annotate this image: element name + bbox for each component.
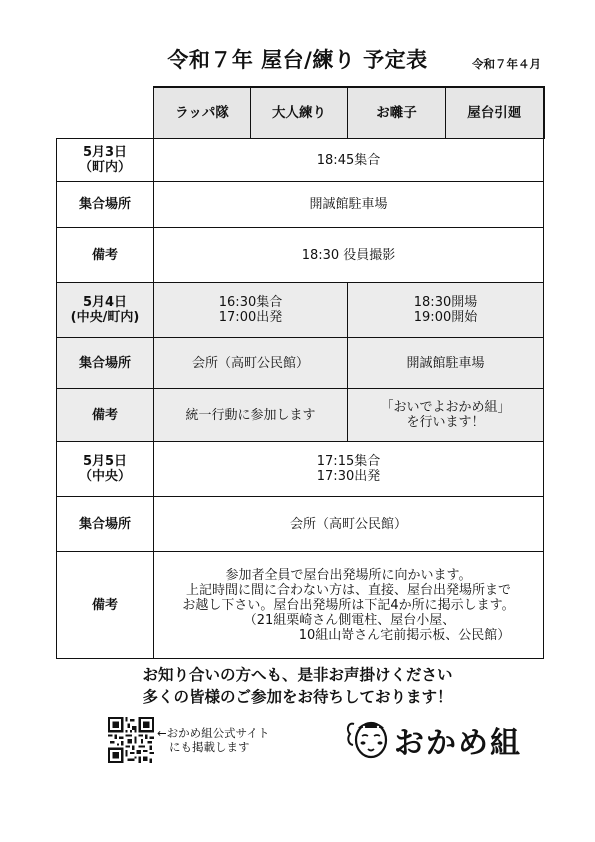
day2-note-a: 統一行動に参加します (154, 389, 348, 442)
okame-logo-text: おかめ組 (394, 726, 522, 761)
day2-place-label: 集合場所 (57, 338, 154, 389)
column-header-yatai: 屋台引廻 (446, 87, 544, 139)
day1-note-row (57, 228, 544, 283)
day3-date: 5月5日 (82, 454, 128, 469)
day2-place-row (57, 338, 544, 389)
day1-date: 5月3日 (82, 145, 128, 160)
day3-note (154, 552, 544, 659)
day2-time-b2: 19:00開始 (413, 310, 478, 325)
day3-place-label: 集合場所 (57, 497, 154, 552)
day1-place: 開誠館駐車場 (154, 182, 544, 228)
day3-area: （中央） (78, 469, 131, 484)
day3-time (154, 442, 544, 497)
day1-note: 18:30 役員撮影 (154, 228, 544, 283)
day2-date: 5月4日 (82, 295, 128, 310)
day2-note-b (348, 389, 544, 442)
day1-area: （町内） (78, 160, 131, 175)
qr-code-icon[interactable] (108, 717, 154, 763)
qr-note-line-1: ←おかめ組公式サイト (157, 726, 270, 740)
day2-time-b (348, 283, 544, 338)
qr-note (157, 726, 269, 754)
schedule-table (56, 86, 545, 659)
page-title: 令和７年 屋台/練り 予定表 (167, 48, 428, 72)
day1-place-row (57, 182, 544, 228)
day1-time-row (57, 139, 544, 182)
day3-note-row (57, 552, 544, 659)
day2-time-b1: 18:30開場 (413, 295, 478, 310)
day2-time-a2: 17:00出発 (218, 310, 283, 325)
day3-note-line: （21組栗崎さん側電柱、屋台小屋、 (243, 612, 456, 628)
day2-time-a (154, 283, 348, 338)
footer-line-1: お知り合いの方へも、是非お声掛けください (142, 666, 453, 684)
day1-time: 18:45集合 (154, 139, 544, 182)
column-header-trumpet: ラッパ隊 (154, 87, 251, 139)
day3-time1: 17:15集合 (316, 454, 381, 469)
day3-note-line: 上記時間に間に合わない方は、直接、屋台出発場所まで (185, 582, 511, 598)
day2-note-row (57, 389, 544, 442)
day3-note-line: お越し下さい。屋台出発場所は下記4か所に掲示します。 (182, 597, 515, 613)
day2-note-b2: を行います！ (406, 415, 485, 430)
day3-note-line: 参加者全員で屋台出発場所に向かいます。 (225, 567, 472, 583)
header-corner (57, 87, 154, 139)
issue-date: 令和７年４月 (472, 57, 541, 71)
day1-date-cell (57, 139, 154, 182)
day2-note-label: 備考 (57, 389, 154, 442)
footer-message (0, 664, 595, 708)
column-header-adult-neri: 大人練り (251, 87, 348, 139)
day2-time-row (57, 283, 544, 338)
day3-place: 会所（高町公民館） (154, 497, 544, 552)
day2-area: (中央/町内) (70, 310, 140, 325)
day2-time-a1: 16:30集合 (218, 295, 283, 310)
day3-time-row (57, 442, 544, 497)
day2-note-b1: 「おいでよおかめ組」 (380, 400, 511, 415)
day3-date-cell (57, 442, 154, 497)
day3-place-row (57, 497, 544, 552)
column-header-ohayashi: お囃子 (348, 87, 446, 139)
footer-line-2: 多くの皆様のご参加をお待ちしております！ (142, 688, 453, 706)
header-row (57, 87, 544, 139)
day3-note-line: 10組山嵜さん宅前掲示板、公民館） (298, 627, 511, 643)
qr-note-line-2: にも掲載します (169, 740, 250, 754)
day3-time2: 17:30出発 (316, 469, 381, 484)
day2-place-b: 開誠館駐車場 (348, 338, 544, 389)
day3-note-label: 備考 (57, 552, 154, 659)
okame-mask-icon (344, 718, 390, 762)
day2-date-cell (57, 283, 154, 338)
day1-place-label: 集合場所 (57, 182, 154, 228)
day1-note-label: 備考 (57, 228, 154, 283)
day2-place-a: 会所（高町公民館） (154, 338, 348, 389)
